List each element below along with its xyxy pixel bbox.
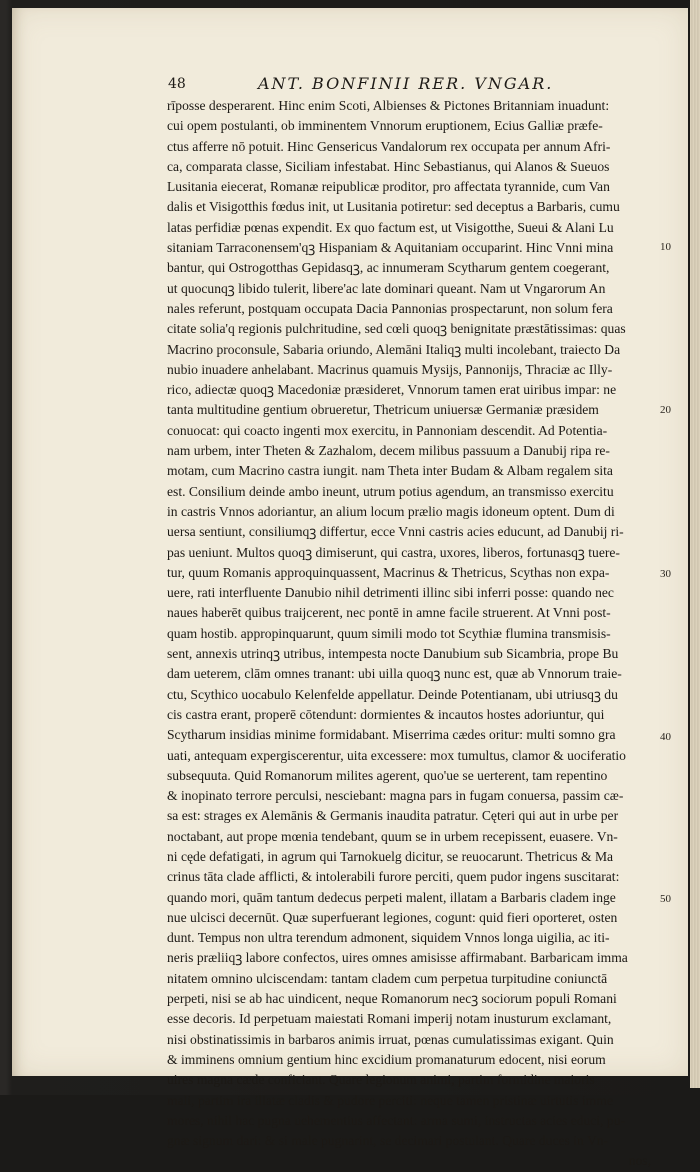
- text-line: naues haberēt quibus traijcerent, nec pontē in amne facile struerent. At Vnni post-: [167, 605, 611, 621]
- text-line: nales referunt, postquam occupata Dacia Pannonias prospectarunt, non solum fera: [167, 300, 613, 316]
- text-line: uati, antequam expergiscerentur, uita excessere: mox tumultus, clamor & uociferatio: [167, 747, 626, 763]
- page-edges: [690, 0, 700, 1088]
- text-line: & imminens omnium gentium hinc excidium promanaturum edocent, nisi eorum: [167, 1051, 606, 1067]
- text-line: neris præliiqꝫ labore confectos, uires omnes amisisse affirmabant. Barbaricam imma: [167, 950, 628, 966]
- text-line: ctu, Scythico uocabulo Kelenfelde appellatur. Deinde Potentianam, ubi utriusqꝫ du: [167, 686, 618, 702]
- text-line: gnæ signum dari: & si male pugnarint, se decimari postulant. Quare duces in Vn-: [167, 1133, 609, 1149]
- text-line: perpeti, nisi se ab hac uindicent, neque Romanorum necꝫ sociorum populi Romani: [167, 991, 617, 1007]
- text-line: latas perfidiæ pœnas expendit. Ex quo factum est, ut Visigotthe, Sueui & Alani Lu: [167, 219, 614, 235]
- body-text: [167, 96, 657, 1172]
- text-line: conuocat: qui coacto ingenti mox exercitu, in Pannoniam descendit. Ad Potentia-: [167, 422, 608, 438]
- text-line: ut quocunqꝫ libido tulerit, libere'ac late dominari queant. Nam ut Vngarorum An: [167, 280, 606, 296]
- text-line: ni cęde defatigati, in agrum qui Tarnokuelg dicitur, se reuocarunt. Thetricus & Ma: [167, 848, 614, 864]
- text-line: nos,: [628, 1153, 651, 1169]
- text-line: ca, comparata classe, Siciliam infestabat. Hinc Sebastianus, qui Alanos & Sueuos: [167, 158, 610, 174]
- text-line: cui opem postulanti, ob imminentem Vnnorum eruptionem, Ecius Galliæ præfe-: [167, 118, 603, 134]
- text-line: dalis et Visigotthis fœdus init, ut Lusitania potiretur: sed deceptus a Barbaris, cumu: [167, 199, 620, 215]
- text-line: est. Consilium deinde ambo ineunt, utrum potius agendum, an transmisso exercitu: [167, 483, 614, 499]
- text-line: nitatem omnino ulciscendam: tantam cladem cum perpetua turpitudine coniunctā: [167, 970, 608, 986]
- text-line: sa est: strages ex Alemānis & Germanis inaudita patratur. Cęteri qui aut in urbe per: [167, 808, 619, 824]
- line-number-marker: 30: [660, 568, 671, 580]
- text-line: nue ulcisci decernūt. Quæ superfuerant legiones, cogunt: quid fieri oporteret, osten: [167, 909, 618, 925]
- text-line: citate solia'q regionis pulchritudine, sed cœli quoqꝫ benignitate præstātissimas: quas: [167, 321, 626, 337]
- page-header: [168, 74, 658, 96]
- line-number-marker: 40: [660, 731, 671, 743]
- text-line: Scytharum insidias minime formidabant. Miserrima cædes oritur: multi somno gra: [167, 727, 616, 743]
- text-line: & inopinato terrore perculsi, nesciebant: magna pars in fugam conuersa, passim cæ-: [167, 788, 624, 804]
- text-line: esse decoris. Id perpetuam maiestati Romani imperij notam inusturum exclamant,: [167, 1011, 612, 1027]
- text-line: tanta multitudine gentium obrueretur, Thetricum uniuersæ Germaniæ præsidem: [167, 402, 599, 418]
- text-line: sitaniam Tarraconensem'qꝫ Hispaniam & Aquitaniam occuparint. Hinc Vnni mina: [167, 240, 614, 256]
- text-line: sent, annexis utrinqꝫ utribus, intempesta nocte Danubium sub Sicambria, prope Bu: [167, 646, 619, 662]
- text-line: noctabant, aut prope mœnia tendebant, quum se in urbem recepissent, euasere. Vn-: [167, 828, 618, 844]
- line-number-marker: 20: [660, 404, 671, 416]
- text-line: in castris Vnnos adoriantur, an alium locum prælio magis idoneum optent. Dum di: [167, 503, 615, 519]
- page-number: 48: [168, 76, 186, 92]
- text-line: motam, cum Macrino castra iungit. nam Theta inter Budam & Albam regalem sita: [167, 463, 613, 479]
- text-line: uires magna cæde conficiant. Quare legionum animi, partim formidine maioris: [167, 1072, 595, 1088]
- text-line: bantur, qui Ostrogotthas Gepidasqꝫ, ac innumeram Scytharum gentem coegerant,: [167, 260, 610, 276]
- text-line: mores, nihil hac pugna uehementius affectant: arma sumi, instructas acies educi, pu-: [167, 1112, 626, 1128]
- line-number-marker: 50: [660, 893, 671, 905]
- text-line: Macrino proconsule, Sabaria oriundo, Alemāni Italiqꝫ multi incolebant, traiecto Da: [167, 341, 621, 357]
- text-line: nisi obstinatissimis in barbaros animis irruat, pœnas cumulatissimas exigant. Quin: [167, 1031, 614, 1047]
- text-line: Lusitania eiecerat, Romanæ reipublicæ proditor, pro affectata tyrannide, cum Van: [167, 179, 610, 195]
- text-line: nubio inuadere anhelabant. Macrinus quamuis Mysijs, Pannonijs, Thraciæ ac Illy-: [167, 361, 613, 377]
- text-line: quam hostib. appropinquarunt, quum simili modo tot Scythiæ flumina transmisis-: [167, 625, 611, 641]
- text-line: dam ueterem, clām omnes tranant: ubi uilla quoqꝫ nunc est, quæ ab Vnnorum traie-: [167, 666, 622, 682]
- text-line: tur, quum Romanis approquinquassent, Macrinus & Thetricus, Scythas non expa-: [167, 564, 610, 580]
- text-line: subsequuta. Quid Romanorum milites agerent, quo'ue se uerterent, tam repentino: [167, 767, 608, 783]
- line-number-marker: 10: [660, 241, 671, 253]
- text-line: rico, adiectæ quoqꝫ Macedoniæ præsideret, Vnnorum tamen erat uiribus impar: ne: [167, 382, 617, 398]
- text-line: uersa sentiunt, consiliumqꝫ differtur, ecce Vnni castris acies educunt, ad Danubij ri-: [167, 524, 624, 540]
- text-line: cis castra erant, properē cōtendunt: dormientes & incautos hostes adoriuntur, qui: [167, 706, 605, 722]
- text-line: pas ueniunt. Multos quoqꝫ dimiserunt, qui castra, uxores, liberos, fortunasqꝫ tuere-: [167, 544, 620, 560]
- text-line: crinus tāta clade afflicti, & intolerabili furore perciti, quem pudor ingens suscitarat:: [167, 869, 620, 885]
- text-line: nam urbem, inter Theten & Zazhalom, decem milibus passuum a Danubij ripa re-: [167, 443, 610, 459]
- book-page: [12, 8, 688, 1169]
- text-line: mali, partim ira illatæ cladis & pudore perciti: neque tamen pristinæ uirtutis imme: [167, 1092, 613, 1108]
- text-line: rīposse desperarent. Hinc enim Scoti, Albienses & Pictones Britanniam inuadunt:: [167, 98, 610, 113]
- text-line: dunt. Tempus non ultra terendum admonent, siquidem Vnnos longa uigilia, ac iti-: [167, 930, 610, 946]
- running-head: ANT. BONFINII RER. VNGAR.: [258, 74, 554, 93]
- text-line: quando mori, quām tantum dedecus perpeti malent, illatam a Barbaris cladem inge: [167, 889, 616, 905]
- text-line: ctus afferre nō potuit. Hinc Gensericus Vandalorum rex occupata per annum Afri-: [167, 138, 611, 154]
- text-line: uere, rati interfluente Danubio nihil detrimenti illinc sibi inferri posse: quando nec: [167, 585, 614, 601]
